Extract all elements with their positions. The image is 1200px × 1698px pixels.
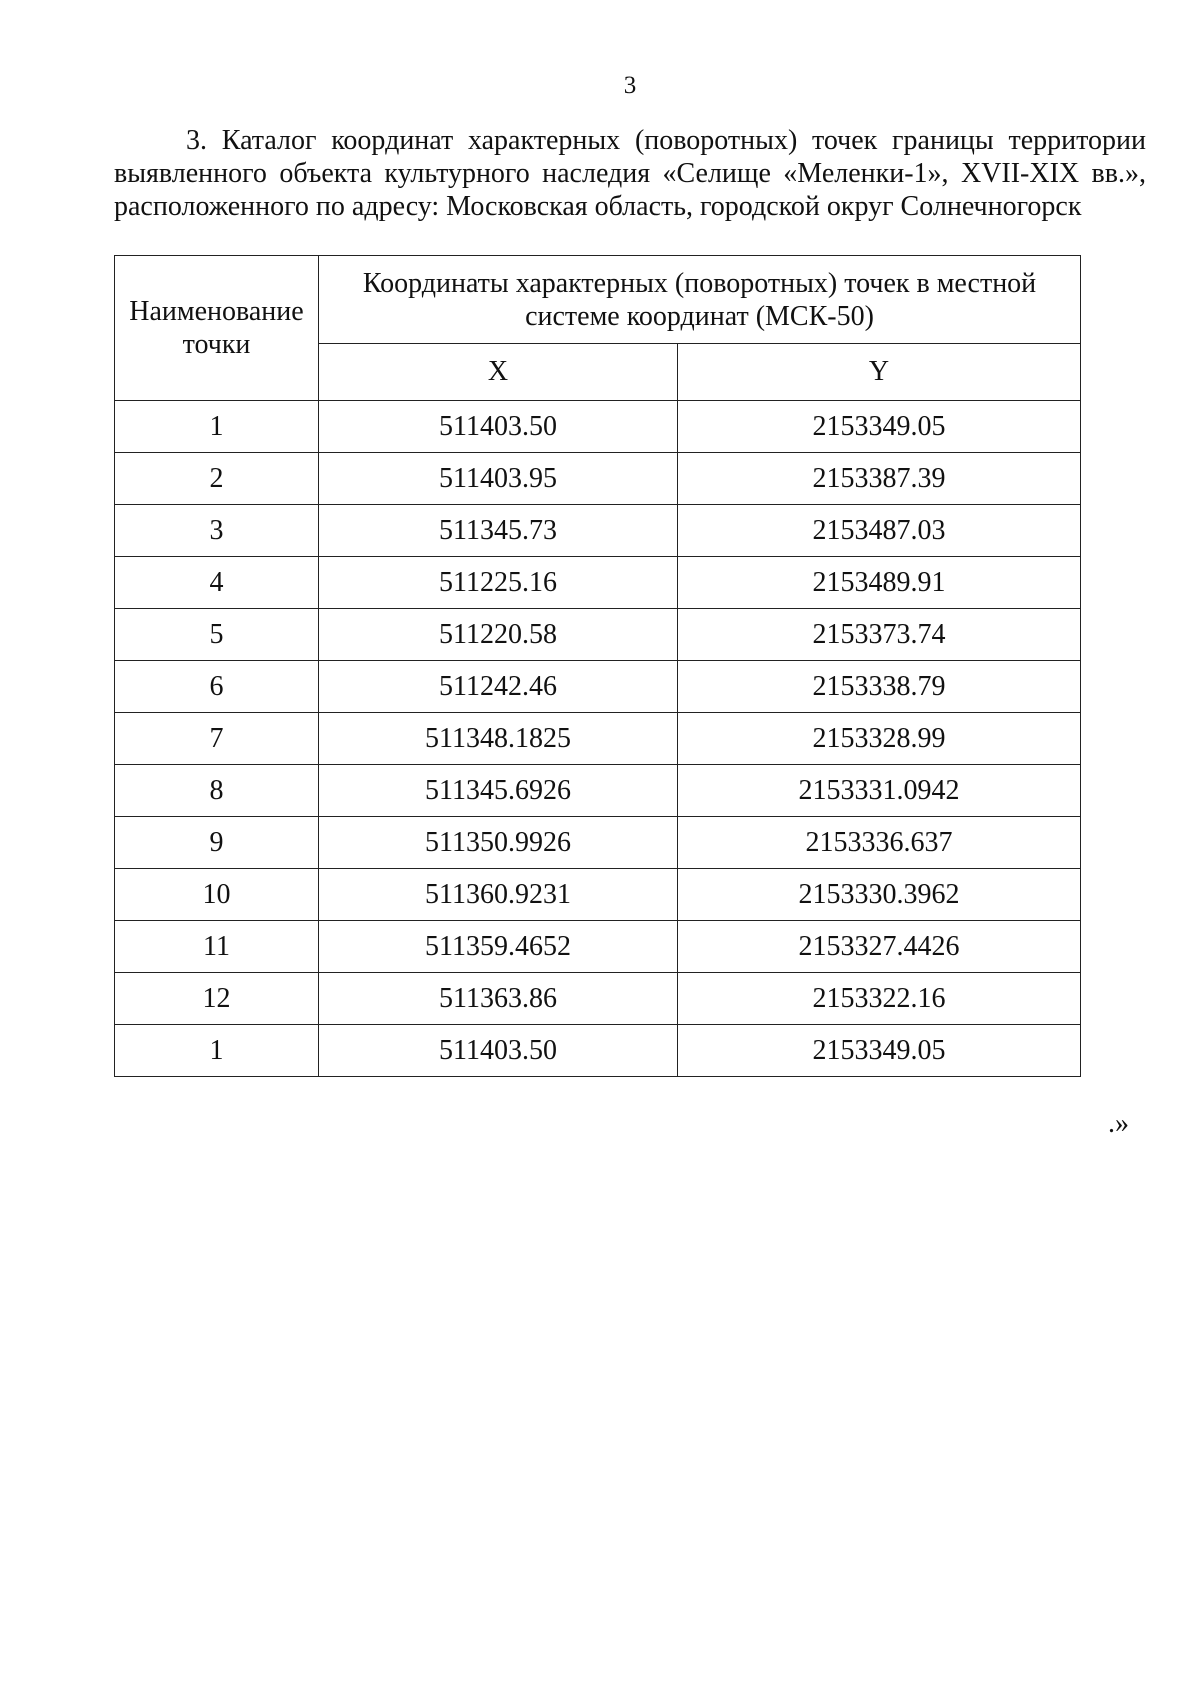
header-x: X xyxy=(319,344,678,401)
page-number: 3 xyxy=(623,72,637,99)
cell-y: 2153489.91 xyxy=(678,557,1081,609)
table-row xyxy=(115,713,1081,765)
cell-point: 5 xyxy=(115,609,319,661)
cell-x: 511403.50 xyxy=(319,1025,678,1077)
cell-y: 2153336.637 xyxy=(678,817,1081,869)
table-row xyxy=(115,453,1081,505)
table-row xyxy=(115,973,1081,1025)
cell-point: 3 xyxy=(115,505,319,557)
cell-x: 511350.9926 xyxy=(319,817,678,869)
header-y: Y xyxy=(678,344,1081,401)
cell-x: 511403.50 xyxy=(319,401,678,453)
cell-y: 2153349.05 xyxy=(678,401,1081,453)
cell-x: 511220.58 xyxy=(319,609,678,661)
cell-y: 2153327.4426 xyxy=(678,921,1081,973)
table-row xyxy=(115,661,1081,713)
cell-point: 6 xyxy=(115,661,319,713)
cell-y: 2153349.05 xyxy=(678,1025,1081,1077)
cell-y: 2153338.79 xyxy=(678,661,1081,713)
table-row xyxy=(115,609,1081,661)
header-row-top xyxy=(115,256,1081,344)
catalog-heading: 3. Каталог координат характерных (поворотных) точек границы территории выявленного объекта культурного наследия «Селище «Меленки-1», XVII-XIX вв.», расположенного по адресу: Московская область, городской округ Солнечногорск xyxy=(114,125,1146,222)
cell-y: 2153387.39 xyxy=(678,453,1081,505)
cell-point: 9 xyxy=(115,817,319,869)
table-header xyxy=(115,256,1081,401)
cell-y: 2153330.3962 xyxy=(678,869,1081,921)
cell-x: 511363.86 xyxy=(319,973,678,1025)
cell-x: 511359.4652 xyxy=(319,921,678,973)
table-row xyxy=(115,1025,1081,1077)
table-row xyxy=(115,505,1081,557)
table-body xyxy=(115,401,1081,1077)
table-row xyxy=(115,869,1081,921)
coordinates-table xyxy=(114,255,1081,1077)
cell-y: 2153322.16 xyxy=(678,973,1081,1025)
cell-point: 1 xyxy=(115,1025,319,1077)
table-row xyxy=(115,817,1081,869)
table-row xyxy=(115,765,1081,817)
cell-point: 4 xyxy=(115,557,319,609)
cell-point: 12 xyxy=(115,973,319,1025)
closing-quote-mark: .» xyxy=(1108,1108,1129,1139)
cell-point: 11 xyxy=(115,921,319,973)
table-row xyxy=(115,921,1081,973)
cell-point: 2 xyxy=(115,453,319,505)
header-point-name: Наименование точки xyxy=(115,256,319,401)
cell-y: 2153331.0942 xyxy=(678,765,1081,817)
cell-x: 511345.73 xyxy=(319,505,678,557)
cell-x: 511360.9231 xyxy=(319,869,678,921)
table-row xyxy=(115,401,1081,453)
cell-y: 2153328.99 xyxy=(678,713,1081,765)
cell-x: 511242.46 xyxy=(319,661,678,713)
cell-point: 8 xyxy=(115,765,319,817)
cell-point: 7 xyxy=(115,713,319,765)
cell-x: 511345.6926 xyxy=(319,765,678,817)
cell-point: 1 xyxy=(115,401,319,453)
cell-point: 10 xyxy=(115,869,319,921)
cell-y: 2153487.03 xyxy=(678,505,1081,557)
cell-x: 511348.1825 xyxy=(319,713,678,765)
cell-x: 511403.95 xyxy=(319,453,678,505)
cell-y: 2153373.74 xyxy=(678,609,1081,661)
cell-x: 511225.16 xyxy=(319,557,678,609)
table-row xyxy=(115,557,1081,609)
header-coords-group: Координаты характерных (поворотных) точек в местной системе координат (МСК-50) xyxy=(319,256,1081,344)
